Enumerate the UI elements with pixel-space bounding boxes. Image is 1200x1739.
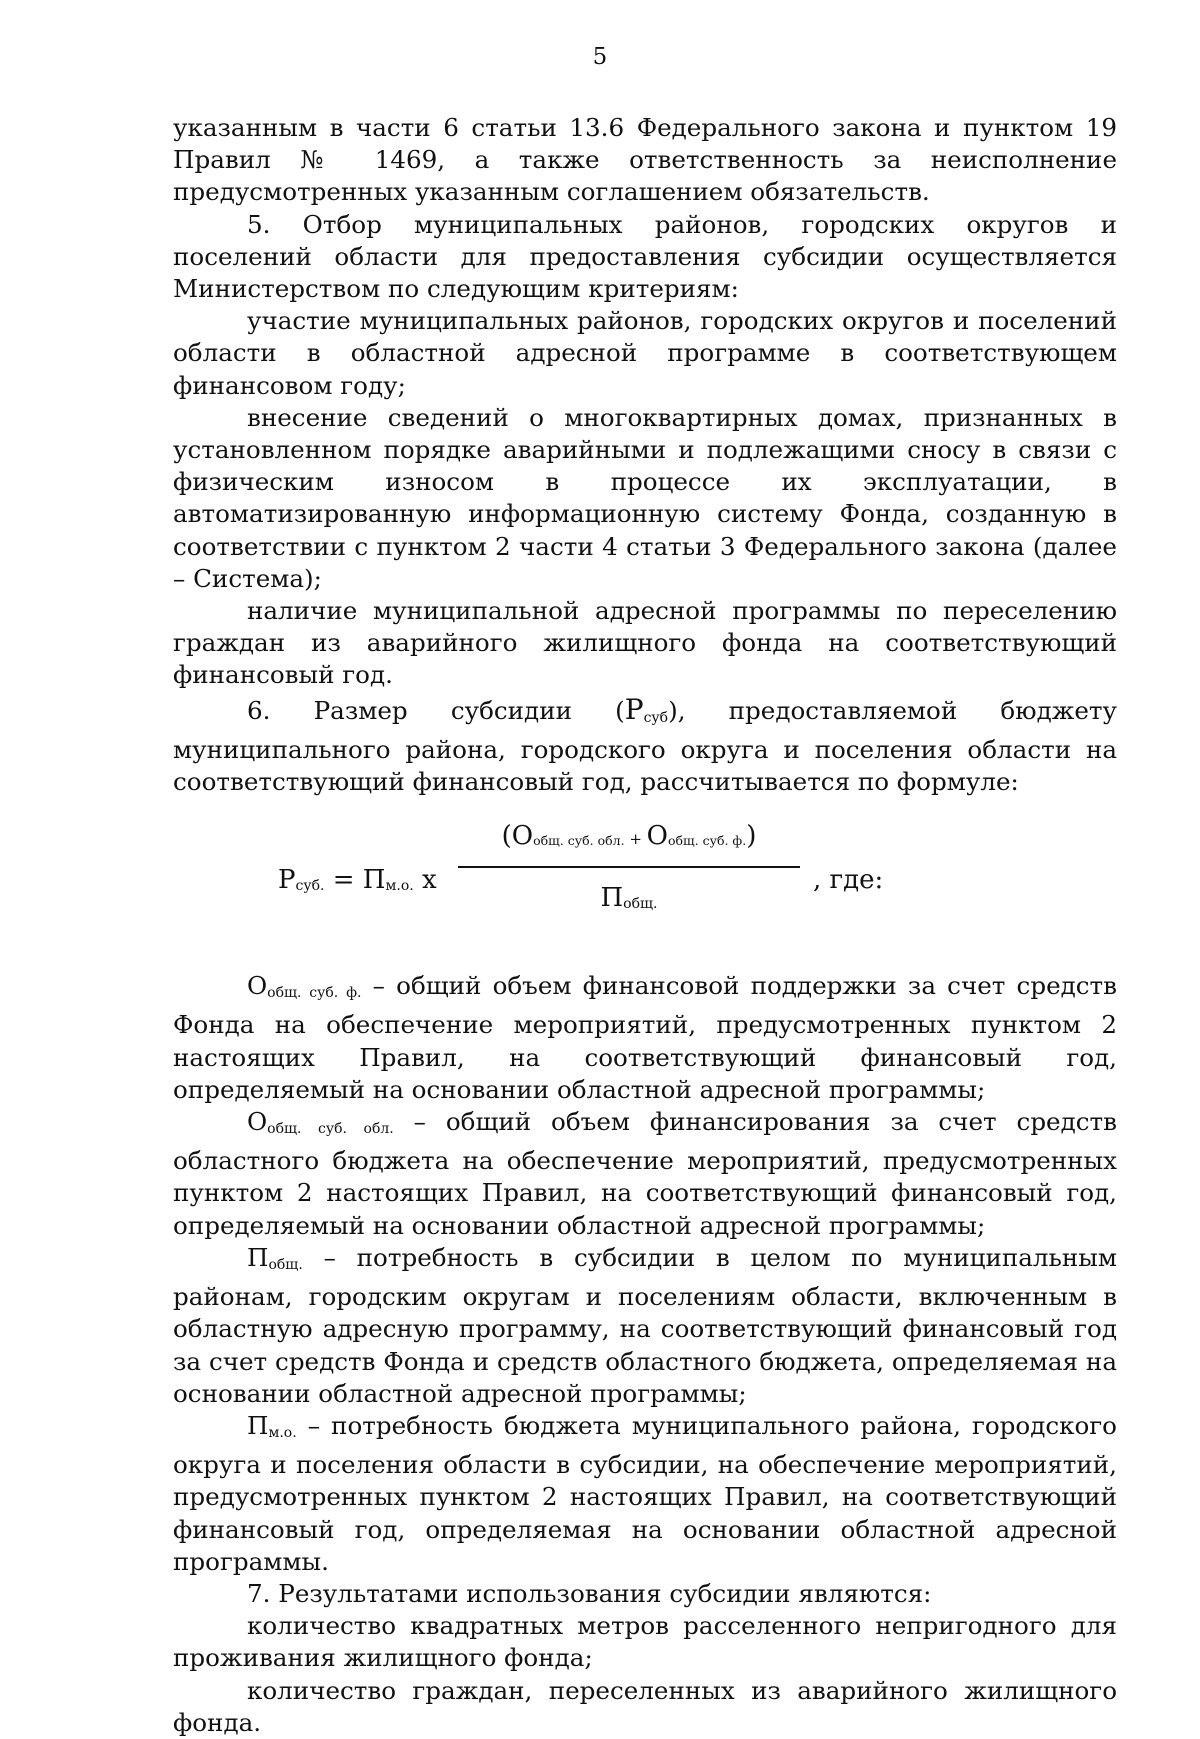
formula-denominator: [458, 882, 800, 920]
formula-where: , где:: [813, 865, 884, 896]
formula-left-side: [278, 864, 437, 902]
definition-municipal-need: [173, 1410, 1117, 1578]
numerator-open-paren: (: [501, 821, 512, 852]
def3-subscript: общ.: [268, 1256, 303, 1273]
paragraph-item-5: 5. Отбор муниципальных районов, городских округов и поселений области для предоставления субсидии осуществляется Министерством по следующим критериям:: [173, 209, 1117, 304]
formula-factor-symbol: П: [362, 865, 386, 896]
item-6-symbol: Р: [624, 692, 644, 726]
def1-text: – общий объем финансовой поддержки за счет средств Фонда на обеспечение мероприятий, предусмотренных пунктом 2 настоящих Правил, на соответствующий финансовый год, определяемый на основании областной адресной программы;: [173, 971, 1117, 1104]
formula-lhs-symbol: Р: [278, 865, 296, 896]
result-citizens-resettled: количество граждан, переселенных из аварийного жилищного фонда.: [173, 1675, 1117, 1737]
formula-fraction: [458, 820, 800, 928]
denominator-symbol: П: [600, 883, 624, 914]
paragraph-item-6: [173, 694, 1117, 799]
formula-factor-subscript: м.о.: [385, 878, 414, 895]
formula-equals: =: [324, 865, 363, 896]
definition-total-need: [173, 1242, 1117, 1410]
definition-regional-funding: [173, 1106, 1117, 1242]
criterion-participation: участие муниципальных районов, городских округов и поселений области в областной адресной программе в соответствующем финансовом году;: [173, 306, 1117, 400]
def2-symbol: О: [247, 1107, 268, 1137]
def3-text: – потребность в субсидии в целом по муниципальным районам, городским округам и поселениям области, включенным в областную адресную программу, на соответствующий финансовый год за счет средств Фонда и средств областного бюджета, определяемая на основании областной адресной программы;: [173, 1242, 1117, 1408]
item-6-text-after: ), предоставляемой бюджету муниципального района, городского округа и поселения области на соответствующий финансовый год, рассчитывается по формуле:: [173, 695, 1117, 797]
def1-symbol: О: [247, 971, 268, 1001]
denominator-subscript: общ.: [623, 896, 658, 913]
paragraph-item-7: 7. Результатами использования субсидии являются:: [247, 1578, 932, 1608]
numerator-close-paren: ): [746, 821, 757, 852]
result-square-meters: количество квадратных метров расселенного непригодного для проживания жилищного фонда;: [173, 1611, 1117, 1673]
def4-subscript: м.о.: [268, 1424, 297, 1441]
numerator-plus: +: [624, 830, 647, 849]
def2-text: – общий объем финансирования за счет средств областного бюджета на обеспечение мероприятий, предусмотренных пунктом 2 настоящих Правил, на соответствующий финансовый год, определяемый на основании областной адресной программы;: [173, 1107, 1117, 1240]
paragraph-continuation: указанным в части 6 статьи 13.6 Федерального закона и пунктом 19 Правил № 1469, а также ответственность за неисполнение предусмотренных указанным соглашением обязательств.: [173, 113, 1117, 207]
def4-text: – потребность бюджета муниципального района, городского округа и поселения области в субсидии, на обеспечение мероприятий, предусмотренных пунктом 2 настоящих Правил, на соответствующий финансовый год, определяемая на основании областной адресной программы.: [173, 1410, 1117, 1576]
page-number: 5: [592, 44, 608, 70]
fraction-bar: [458, 866, 800, 868]
formula-lhs-subscript: суб.: [295, 878, 325, 895]
criterion-municipal-program: наличие муниципальной адресной программы по переселению граждан из аварийного жилищного фонда на соответствующий финансовый год.: [173, 596, 1117, 690]
item-6-text-before: 6. Размер субсидии (: [247, 695, 625, 725]
numerator-term-b-subscript: общ. суб. ф.: [667, 833, 747, 849]
document-body: [173, 112, 1117, 1739]
definition-fund-support: [173, 970, 1117, 1106]
def4-symbol: П: [247, 1410, 269, 1440]
def1-subscript: общ. суб. ф.: [267, 985, 362, 1002]
numerator-term-b-symbol: О: [646, 821, 668, 852]
def2-subscript: общ. суб. обл.: [267, 1121, 394, 1138]
item-6-symbol-subscript: суб: [643, 709, 669, 726]
numerator-term-a-subscript: общ. суб. обл.: [533, 833, 625, 849]
criterion-system-entry: внесение сведений о многоквартирных домах, признанных в установленном порядке аварийными и подлежащими сносу в связи с физическим износом в процессе их эксплуатации, в автоматизированную информационную систему Фонда, созданную в соответствии с пунктом 2 части 4 статьи 3 Федерального закона (далее – Система);: [173, 402, 1117, 593]
def3-symbol: П: [247, 1242, 269, 1272]
numerator-term-a-symbol: О: [511, 821, 534, 852]
subsidy-formula: [173, 820, 1117, 928]
formula-numerator: [458, 820, 800, 857]
formula-times: х: [413, 865, 437, 896]
